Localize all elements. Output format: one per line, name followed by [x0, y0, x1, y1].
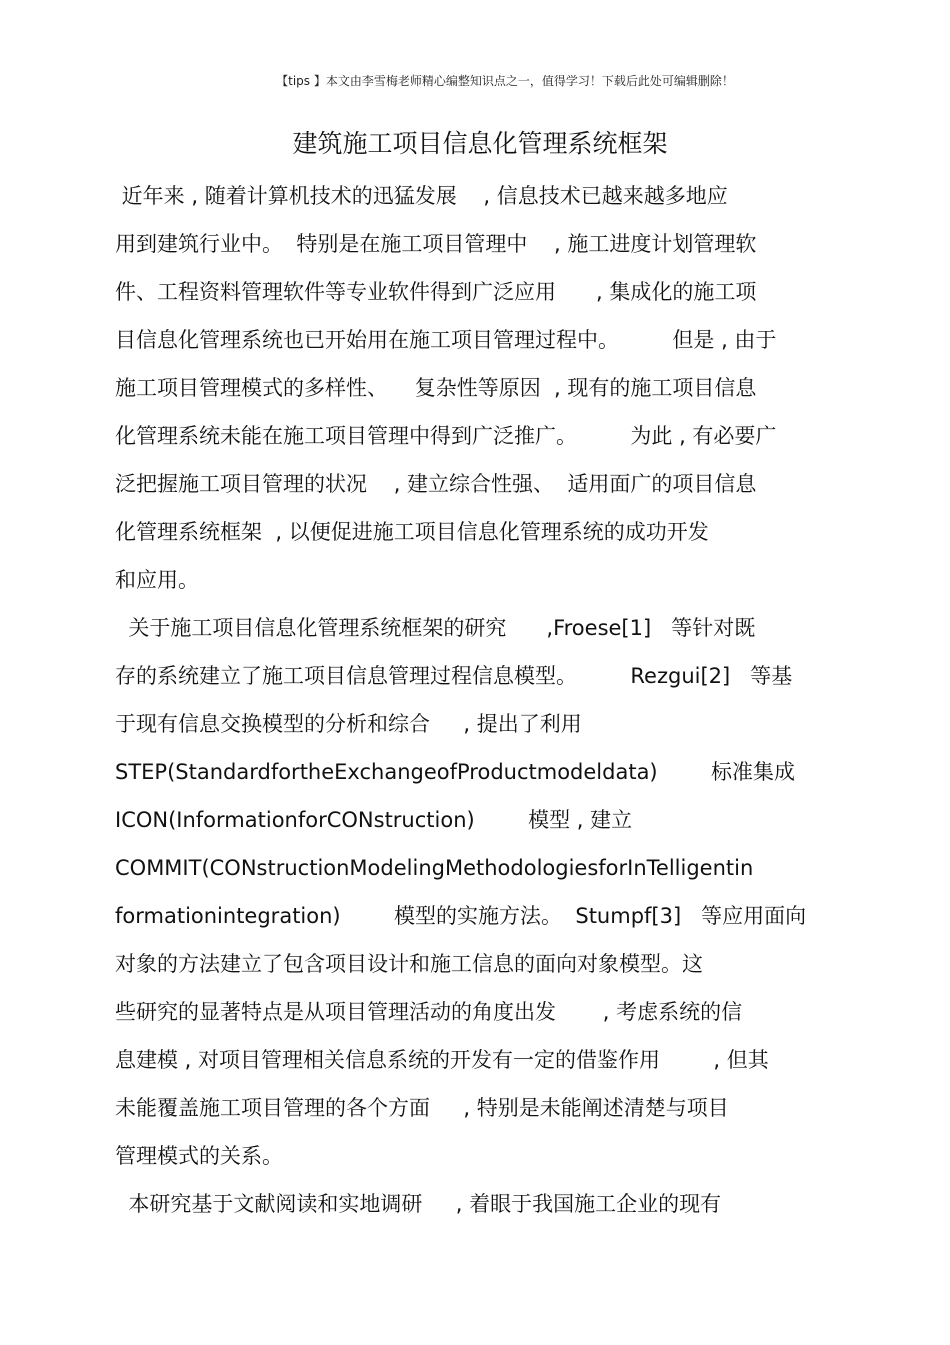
text-line: 存的系统建立了施工项目信息管理过程信息模型。 Rezgui[2] 等基 [115, 664, 793, 688]
text-line: 化管理系统框架 , 以便促进施工项目信息化管理系统的成功开发 [115, 520, 709, 544]
text-line: 些研究的显著特点是从项目管理活动的角度出发 , 考虑系统的信 [115, 1000, 743, 1024]
text-line: formationintegration) 模型的实施方法。 Stumpf[3] 等应用面向 [115, 904, 807, 928]
text-line: 关于施工项目信息化管理系统框架的研究 ,Froese[1] 等针对既 [115, 616, 756, 640]
tips-banner: 【tips 】本文由李雪梅老师精心编整知识点之一，值得学习！下载后此处可编辑删除！ [276, 74, 734, 88]
text-line: 和应用。 [115, 568, 199, 592]
text-line: 施工项目管理模式的多样性、 复杂性等原因 , 现有的施工项目信息 [115, 376, 757, 400]
text-line: 管理模式的关系。 [115, 1144, 283, 1168]
text-line: 用到建筑行业中。 特别是在施工项目管理中 , 施工进度计划管理软 [115, 232, 757, 256]
text-line: 息建模 , 对项目管理相关信息系统的开发有一定的借鉴作用 , 但其 [115, 1048, 769, 1072]
text-line: ICON(InformationforCONstruction) 模型 , 建立 [115, 808, 633, 832]
text-line: 目信息化管理系统也已开始用在施工项目管理过程中。 但是 , 由于 [115, 328, 777, 352]
text-line: 化管理系统未能在施工项目管理中得到广泛推广。 为此 , 有必要广 [115, 424, 777, 448]
body-text [115, 172, 845, 1228]
text-line: 对象的方法建立了包含项目设计和施工信息的面向对象模型。这 [115, 952, 703, 976]
text-line: 于现有信息交换模型的分析和综合 , 提出了利用 [115, 712, 582, 736]
text-line: 未能覆盖施工项目管理的各个方面 , 特别是未能阐述清楚与项目 [115, 1096, 729, 1120]
text-line: 本研究基于文献阅读和实地调研 , 着眼于我国施工企业的现有 [115, 1192, 722, 1216]
text-line: COMMIT(CONstructionModelingMethodologiesforInTelligentin [115, 856, 754, 880]
text-line: 泛把握施工项目管理的状况 , 建立综合性强、 适用面广的项目信息 [115, 472, 757, 496]
document-title: 建筑施工项目信息化管理系统框架 [292, 129, 668, 158]
text-line: 件、工程资料管理软件等专业软件得到广泛应用 , 集成化的施工项 [115, 280, 757, 304]
text-line: 近年来 , 随着计算机技术的迅猛发展 , 信息技术已越来越多地应 [115, 184, 728, 208]
text-line: STEP(StandardfortheExchangeofProductmodeldata) 标准集成 [115, 760, 796, 784]
